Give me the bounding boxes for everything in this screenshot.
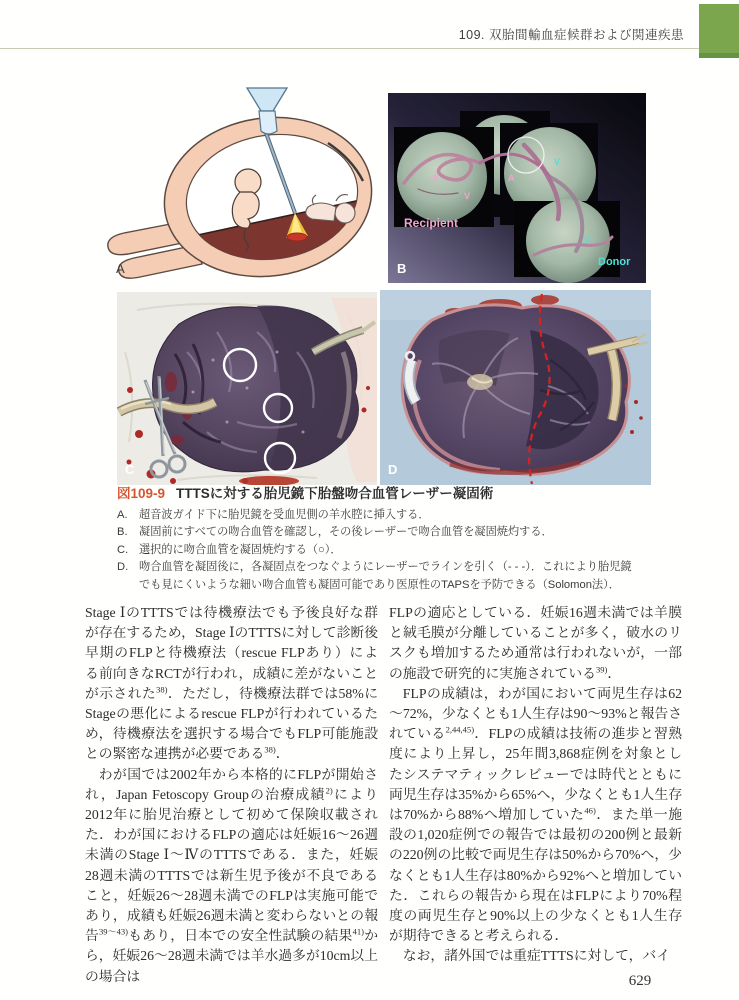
- figure-caption-item: [117, 507, 639, 524]
- figure-caption-item: [117, 559, 639, 594]
- caption-item-key: D.: [117, 561, 129, 574]
- figure-caption-item: [117, 524, 639, 541]
- donor-label: Donor: [598, 256, 631, 268]
- figure-panel-a-illustration: [100, 85, 385, 285]
- vein-marker: V: [554, 157, 561, 167]
- panel-a-label: A: [116, 261, 125, 276]
- vein-marker: V: [464, 191, 471, 201]
- header-rule: [0, 48, 739, 49]
- paragraph: なお，諸外国では重症TTTSに対して，バイ: [402, 948, 671, 964]
- vein-marker: V: [584, 235, 591, 245]
- artery-marker: A: [508, 173, 515, 183]
- panel-c-label: C: [125, 462, 135, 477]
- chapter-header-title: 109. 双胎間輸血症候群および関連疾患: [458, 28, 684, 42]
- caption-item-key: C.: [117, 543, 129, 556]
- figure-panel-c-placenta-photo: [117, 292, 377, 485]
- figure-panel-b-fetoscopic-photo: [388, 93, 646, 283]
- page-number: 629: [628, 973, 652, 989]
- figure-caption-item: [117, 542, 639, 559]
- figure-caption: [117, 482, 639, 594]
- paragraph: Stage ⅠのTTTSでは待機療法でも予後良好な群が存在するため，Stage ⅠのTTTSに対して診断後早期のFLPと待機療法（rescue FLPあり）による前向きなRCTが行われ，成績に差がないことが示された$^{38)}$．ただし，待機療法群では58%にStageの悪化によるrescue FLPが行われているため，待機療法を選択する場合でもFLP可能施設との緊密な連携が必要である$^{38)}$．: [85, 605, 378, 762]
- panel-b-label: B: [397, 261, 407, 276]
- caption-item-text: 選択的に吻合血管を凝固焼灼する（○）．: [139, 543, 342, 556]
- caption-item-text: 吻合血管を凝固後に，各凝固点をつなぐようにレーザーでラインを引く（- - -）．これにより胎児鏡でも見にくいような細い吻合血管も凝固可能であり医原性のTAPSを予防できる（Solomon法）．: [139, 561, 632, 591]
- figure-title: TTTSに対する胎児鏡下胎盤吻合血管レーザー凝固術: [176, 486, 494, 501]
- figure-panel-d-placenta-photo: [380, 290, 651, 485]
- header-accent-block: [699, 4, 739, 58]
- caption-item-key: A.: [117, 509, 128, 521]
- body-right-column: [389, 603, 682, 967]
- body-left-column: [85, 603, 378, 987]
- panel-d-label: D: [388, 462, 398, 477]
- paragraph: FLPの成績は，わが国において両児生存は62～72%，少なくとも1人生存は90～93%と報告されている$^{2,44,45)}$．FLPの成績は技術の進歩と習熟度により上昇し，25年間3,868症例を対象としたシステマティックレビューでは時代とともに両児生存は35%から65%へ，少なくとも1人生存は70%から88%へ増加していた$^{46)}$．また単一施設の1,020症例での報告では最初の200例と最新の220例の比較で両児生存は50%から70%へ，少なくとも1人生存は80%から92%へと増加していた．これらの報告から現在はFLPにより70%程度の両児生存と90%以上の少なくとも1人生存が期待できると考えられる．: [389, 685, 682, 944]
- caption-item-key: B.: [117, 526, 128, 539]
- figure-number: 図109-9: [117, 486, 166, 501]
- artery-marker: A: [432, 173, 439, 183]
- figure-title-row: [117, 482, 639, 502]
- caption-item-text: 凝固前にすべての吻合血管を確認し，その後レーザーで吻合血管を凝固焼灼する．: [139, 526, 553, 539]
- caption-item-text: 超音波ガイド下に胎児鏡を受血児側の羊水腔に挿入する．: [139, 509, 430, 521]
- paragraph: わが国では2002年から本格的にFLPが開始され，Japan Fetoscopy Groupの治療成績$^{2)}$により2012年に胎児治療として初めて保険収載された．わが国におけるFLPの適応は妊娠16～26週未満のStage Ⅰ～ⅣのTTTSである．また，妊娠28週未満のTTTSでは新生児予後が不良であること，妊娠26～28週未満でのFLPは実施可能であり，成績も妊娠26週未満と変わらないとの報告$^{39\sim 43)}$もあり，日本での安全性試験の結果$^{41)}$から，妊娠26～28週未満では羊水過多が10cm以上の場合は: [85, 766, 379, 984]
- recipient-label: Recipient: [404, 216, 459, 230]
- paragraph: FLPの適応としている．妊娠16週未満では羊膜と絨毛膜が分離していることが多く，破水のリスクも増加するため通常は行われないが，一部の施設で研究的に実施されている$^{39)}$．: [389, 605, 682, 681]
